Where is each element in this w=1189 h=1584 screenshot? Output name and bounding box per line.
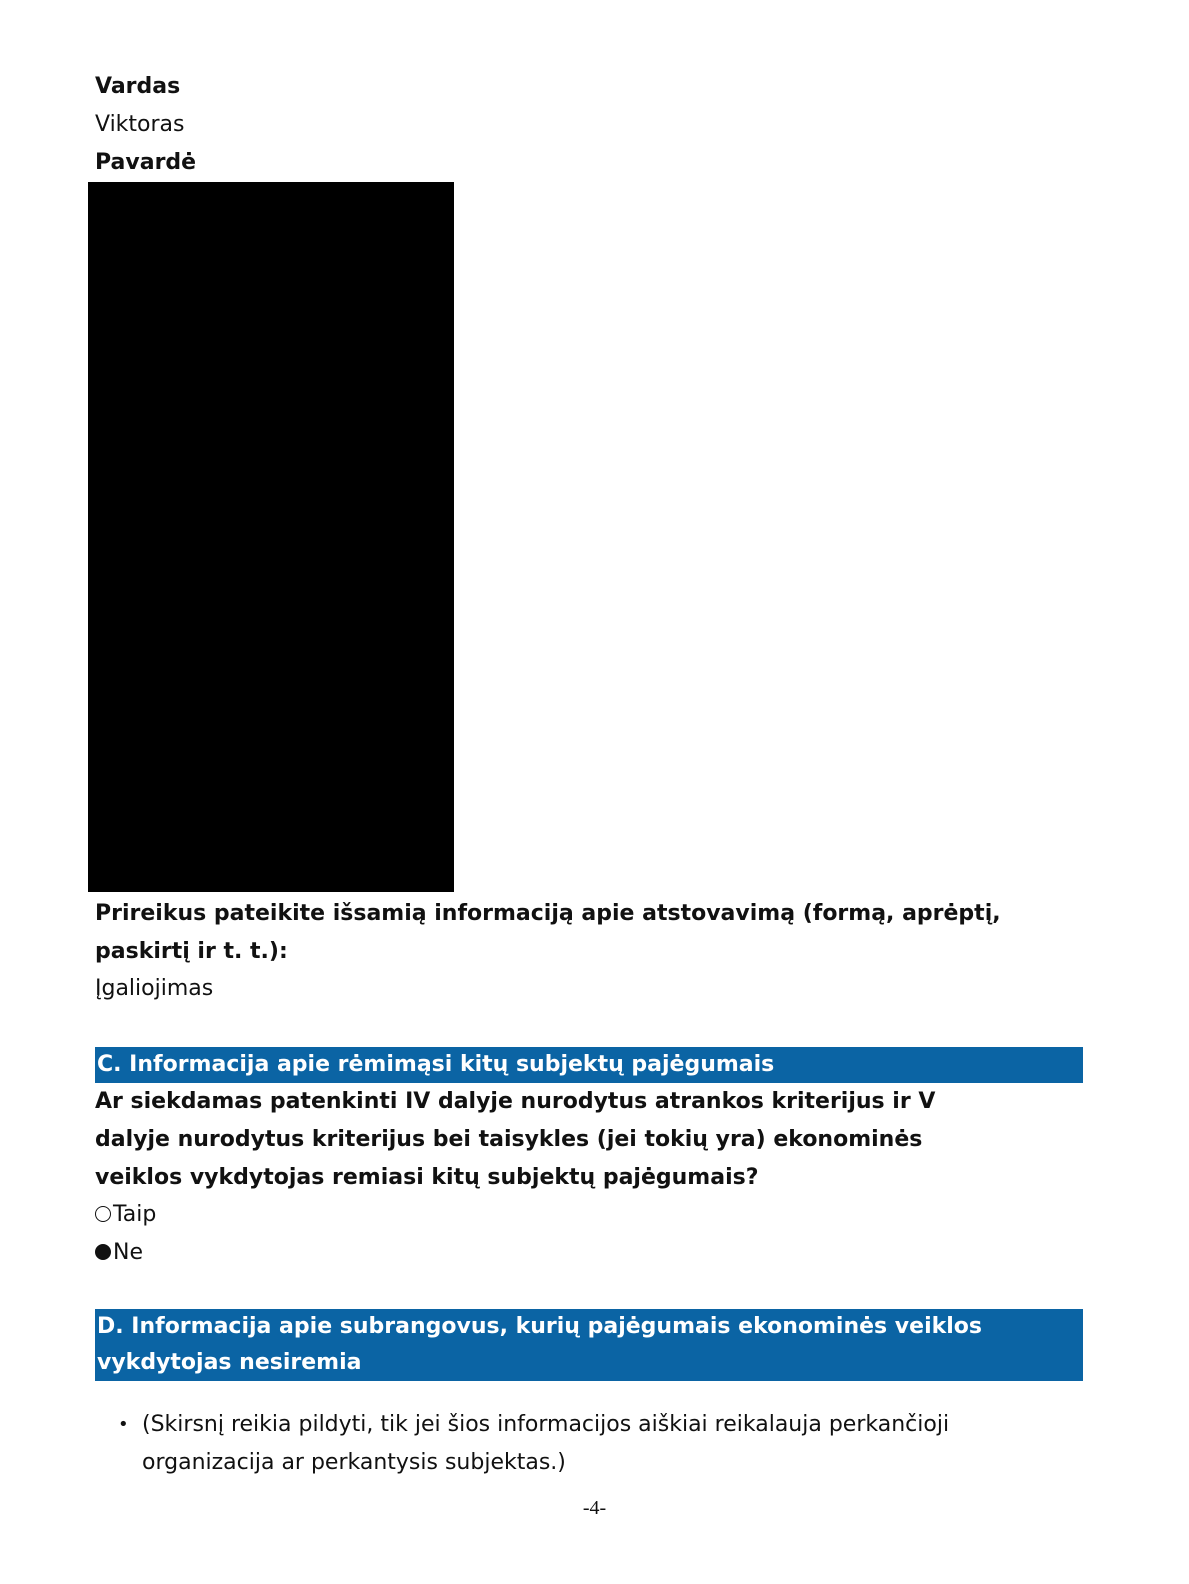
radio-empty-icon[interactable]	[95, 1206, 111, 1222]
radio-option-taip[interactable]	[95, 1196, 156, 1234]
first-name-value: Viktoras	[95, 112, 185, 137]
section-c-question: Ar siekdamas patenkinti IV dalyje nurodytus atrankos kriterijus ir V dalyje nurodytus kriterijus bei taisykles (jei tokių yra) ekonominės veiklos vykdytojas remiasi kitų subjektų pajėgumais?	[95, 1089, 936, 1190]
representation-answer: Įgaliojimas	[95, 976, 214, 1001]
section-d-title: D. Informacija apie subrangovus, kurių pajėgumais ekonominės veiklos vykdytojas nesiremia	[97, 1314, 982, 1375]
radio-label-taip: Taip	[113, 1202, 157, 1227]
section-d-header	[95, 1309, 1083, 1381]
redacted-block	[88, 182, 454, 892]
radio-filled-icon[interactable]	[95, 1244, 111, 1260]
section-d-note: (Skirsnį reikia pildyti, tik jei šios informacijos aiškiai reikalauja perkančioji organizacija ar perkantysis subjektas.)	[142, 1412, 950, 1475]
radio-option-ne[interactable]	[95, 1234, 143, 1272]
representation-question: Prireikus pateikite išsamią informaciją apie atstovavimą (formą, aprėptį, paskirtį ir t. t.):	[95, 901, 1001, 964]
section-c-header	[95, 1047, 1083, 1083]
radio-label-ne: Ne	[113, 1240, 143, 1265]
bullet-icon: •	[118, 1414, 129, 1435]
section-d-note-item	[118, 1406, 1038, 1482]
first-name-label: Vardas	[95, 74, 181, 99]
section-c-title: C. Informacija apie rėmimąsi kitų subjektų pajėgumais	[97, 1052, 775, 1077]
last-name-label: Pavardė	[95, 150, 197, 175]
page-number: -4-	[582, 1497, 607, 1519]
